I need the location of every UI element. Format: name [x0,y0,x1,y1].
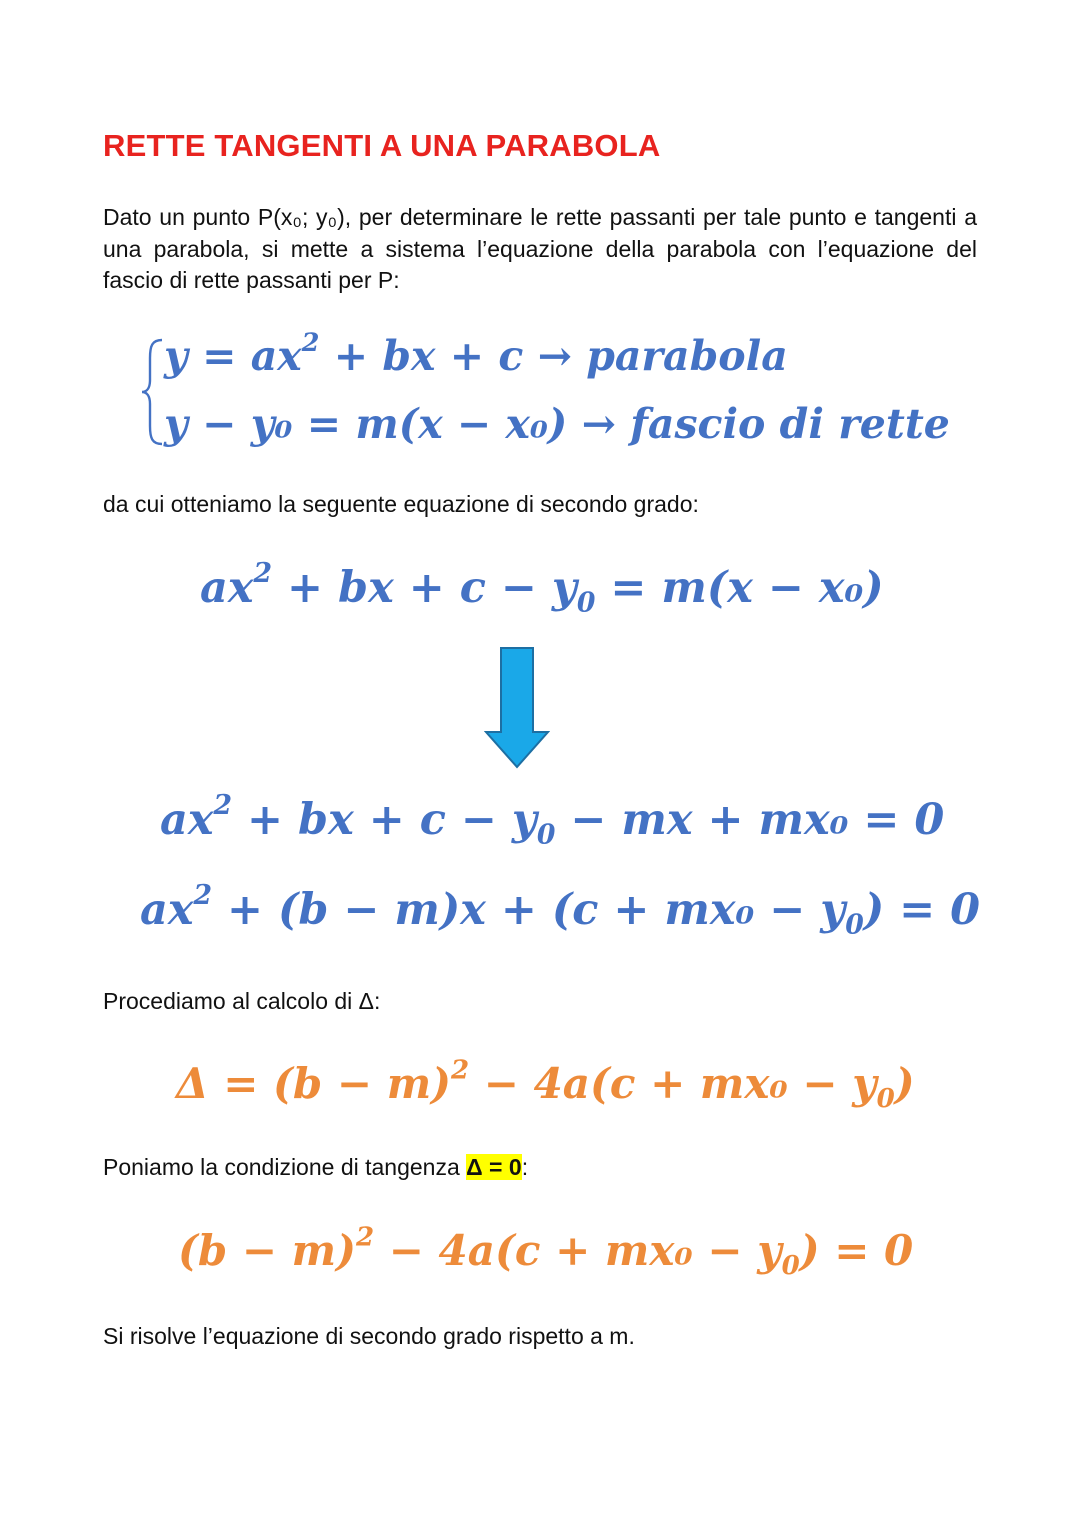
condition-prefix: Poniamo la condizione di tangenza [103,1154,467,1180]
system-brace [140,336,166,448]
equation-standard-form: $ax^2 + (b - m)x + (c + mx_0 - y_0) = 0$ [140,880,981,941]
paragraph-condition [103,1152,977,1184]
equation-delta: $\Delta = (b - m)^2 - 4a(c + mx_0 - y_0)$ [176,1055,915,1115]
equation-tangency-condition: $(b - m)^2 - 4a(c + mx_0 - y_0) = 0$ [178,1222,914,1282]
condition-suffix: : [521,1154,529,1180]
paragraph-second-degree: da cui otteniamo la seguente equazione di secondo grado: [103,491,699,517]
paragraph-delta: Procediamo al calcolo di Δ: [103,988,381,1014]
paragraph-final: Si risolve l’equazione di secondo grado rispetto a m. [103,1323,635,1349]
page-title: RETTE TANGENTI A UNA PARABOLA [103,128,661,163]
intro-paragraph: Dato un punto P(x₀; y₀), per determinare le rette passanti per tale punto e tangenti a una parabola, si mette a sistema l’equazione della parabola con l’equazione del fascio di rette passanti per P: [103,204,977,293]
equation-initial: $ax^2$ + bx + $c - y_0 = m(x - x_0)$ [200,558,884,619]
left-brace-icon [140,336,166,448]
equation-expanded: $ax^2$ + bx + $c - y_0$ − mx + mx₀ = 0 [160,790,945,851]
system-line-parabola: $y = ax^2$ + bx + c → parabola [164,326,788,380]
system-line-fascio: y − y₀ = m(x − x₀) → fascio di rette [164,400,950,448]
condition-highlight: Δ = 0 [466,1154,522,1180]
down-arrow-icon [484,646,550,770]
